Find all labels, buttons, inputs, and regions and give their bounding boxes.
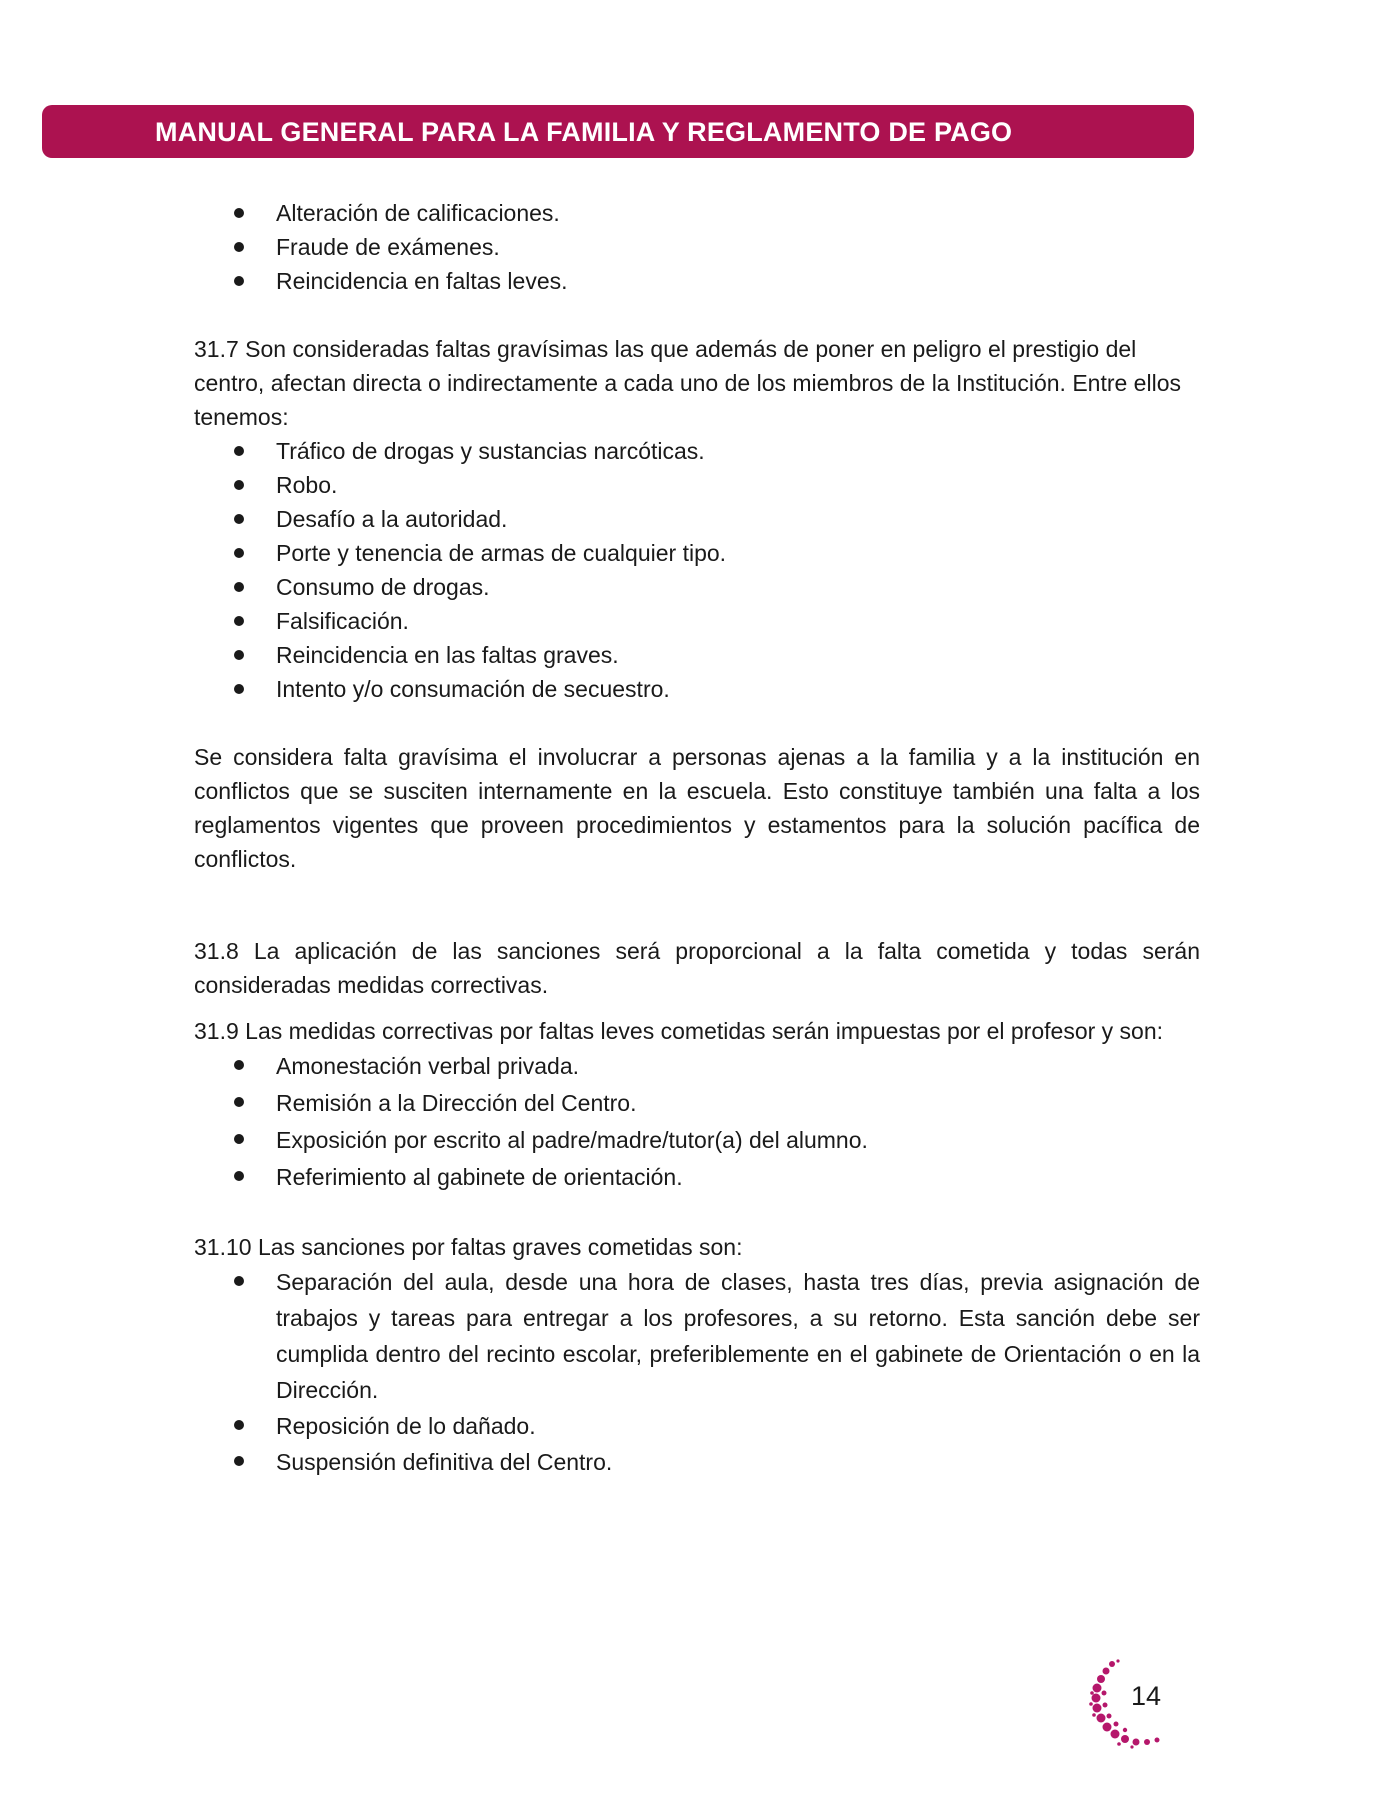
bullet-icon [234,650,244,660]
section-31-10-paragraph: 31.10 Las sanciones por faltas graves cometidas son: [194,1234,743,1260]
list-item: Exposición por escrito al padre/madre/tutor(a) del alumno. [194,1122,1200,1159]
list-item: Intento y/o consumación de secuestro. [194,672,1200,706]
bullet-icon [234,582,244,592]
section-31-7-paragraph: 31.7 Son consideradas faltas gravísimas las que además de poner en peligro el prestigio del centro, afectan directa o indirectamente a cada uno de los miembros de la Institución. Entre ellos tenemos: [194,336,1181,430]
list-item: Robo. [194,468,1200,502]
bullet-icon [234,1420,244,1430]
list-item: Reposición de lo dañado. [194,1408,1200,1444]
bullet-icon [234,242,244,252]
list-item: Porte y tenencia de armas de cualquier tipo. [194,536,1200,570]
bullet-icon [234,1456,244,1466]
bullet-icon [234,1276,244,1286]
bullet-icon [234,616,244,626]
bullet-list-top [194,196,1200,298]
list-item: Fraude de exámenes. [194,230,1200,264]
bullet-list-31-9 [194,1048,1200,1196]
gravisima-paragraph: Se considera falta gravísima el involucrar a personas ajenas a la familia y a la institución en conflictos que se susciten internamente en la escuela. Esto constituye también una falta a los reglamentos vigentes que proveen procedimientos y estamentos para la solución pacífica de conflictos. [194,744,1200,872]
list-item: Alteración de calificaciones. [194,196,1200,230]
list-item: Tráfico de drogas y sustancias narcóticas. [194,434,1200,468]
list-item: Falsificación. [194,604,1200,638]
bullet-icon [234,276,244,286]
bullet-icon [234,446,244,456]
bullet-icon [234,1060,244,1070]
bullet-icon [234,548,244,558]
list-item: Consumo de drogas. [194,570,1200,604]
section-31-9-paragraph: 31.9 Las medidas correctivas por faltas leves cometidas serán impuestas por el profesor y son: [194,1018,1164,1044]
section-31-8-paragraph: 31.8 La aplicación de las sanciones será proporcional a la falta cometida y todas serán consideradas medidas correctivas. [194,938,1200,998]
bullet-icon [234,1171,244,1181]
list-item: Desafío a la autoridad. [194,502,1200,536]
list-item: Amonestación verbal privada. [194,1048,1200,1085]
page-content [194,196,1200,1480]
bullet-icon [234,1134,244,1144]
list-item: Reincidencia en las faltas graves. [194,638,1200,672]
bullet-icon [234,684,244,694]
list-item: Separación del aula, desde una hora de clases, hasta tres días, previa asignación de trabajos y tareas para entregar a los profesores, a su retorno. Esta sanción debe ser cumplida dentro del recinto escolar, preferiblemente en el gabinete de Orientación o en la Dirección. [194,1264,1200,1408]
bullet-icon [234,480,244,490]
bullet-list-31-10 [194,1264,1200,1480]
page-number: 14 [1131,1681,1162,1711]
list-item: Reincidencia en faltas leves. [194,264,1200,298]
bullet-icon [234,514,244,524]
bullet-icon [234,208,244,218]
list-item: Remisión a la Dirección del Centro. [194,1085,1200,1122]
bullet-icon [234,1097,244,1107]
list-item: Referimiento al gabinete de orientación. [194,1159,1200,1196]
document-title: MANUAL GENERAL PARA LA FAMILIA Y REGLAMENTO DE PAGO [155,117,1013,147]
list-item: Suspensión definitiva del Centro. [194,1444,1200,1480]
bullet-list-31-7 [194,434,1200,706]
